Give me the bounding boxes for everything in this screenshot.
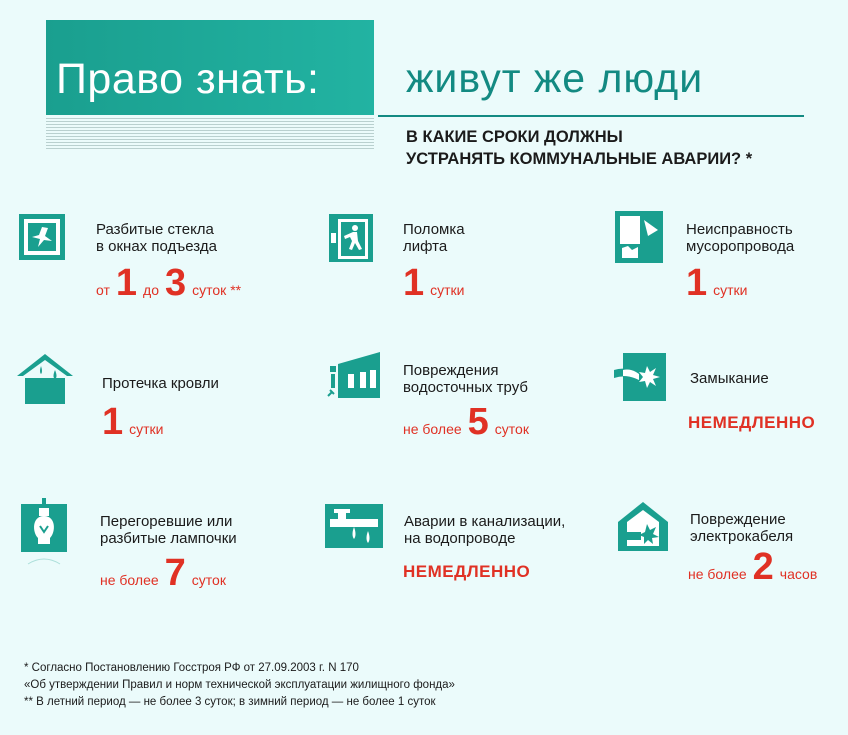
electric-cable-icon xyxy=(617,500,669,552)
footnote-1: * Согласно Постановлению Госстроя РФ от 27.09.2003 г. N 170 xyxy=(24,662,359,674)
item-label-elevator: Поломка лифта xyxy=(403,221,465,255)
short-circuit-icon xyxy=(613,352,667,402)
item-label-drainpipes: Повреждения водосточных труб xyxy=(403,362,528,396)
plumbing-icon xyxy=(324,503,384,549)
item-time-garbage-chute: 1 сутки xyxy=(686,262,748,304)
broken-window-icon xyxy=(18,213,66,261)
item-time-electric-cable: не более 2 часов xyxy=(688,546,818,588)
item-time-light-bulb: не более 7 суток xyxy=(100,552,226,594)
roof-leak-icon xyxy=(15,352,75,406)
light-bulb-icon xyxy=(20,498,68,572)
item-label-short-circuit: Замыкание xyxy=(690,370,769,387)
item-time-roof-leak: 1 сутки xyxy=(102,401,164,443)
item-label-plumbing: Аварии в канализации, на водопроводе xyxy=(404,513,566,547)
footnotes xyxy=(24,660,455,711)
item-label-electric-cable: Повреждение электрокабеля xyxy=(690,511,794,545)
item-label-garbage-chute: Неисправность мусоропровода xyxy=(686,221,795,255)
divider xyxy=(378,115,804,117)
item-urgent-plumbing: НЕМЕДЛЕННО xyxy=(403,562,531,581)
item-urgent-short-circuit: НЕМЕДЛЕННО xyxy=(688,413,816,432)
item-time-elevator: 1 сутки xyxy=(403,262,465,304)
elevator-icon xyxy=(328,213,374,263)
footnote-3: ** В летний период — не более 3 суток; в зимний период — не более 1 суток xyxy=(24,696,436,708)
item-label-broken-glass: Разбитые стекла в окнах подъезда xyxy=(96,221,217,255)
page-subtitle: живут же люди xyxy=(406,55,704,101)
page-title: Право знать: xyxy=(56,55,320,103)
item-time-broken-glass: от 1 до 3 суток ** xyxy=(96,262,242,304)
item-label-roof-leak: Протечка кровли xyxy=(102,375,219,392)
item-time-drainpipes: не более 5 суток xyxy=(403,401,529,443)
drainpipe-icon xyxy=(326,350,382,400)
question-heading: В КАКИЕ СРОКИ ДОЛЖНЫ УСТРАНЯТЬ КОММУНАЛЬНЫЕ АВАРИИ? * xyxy=(406,128,753,168)
footnote-2: «Об утверждении Правил и норм технической эксплуатации жилищного фонда» xyxy=(24,679,455,691)
item-label-light-bulb: Перегоревшие или разбитые лампочки xyxy=(100,513,237,547)
garbage-chute-icon xyxy=(614,210,664,264)
decorative-stripes xyxy=(46,118,374,150)
